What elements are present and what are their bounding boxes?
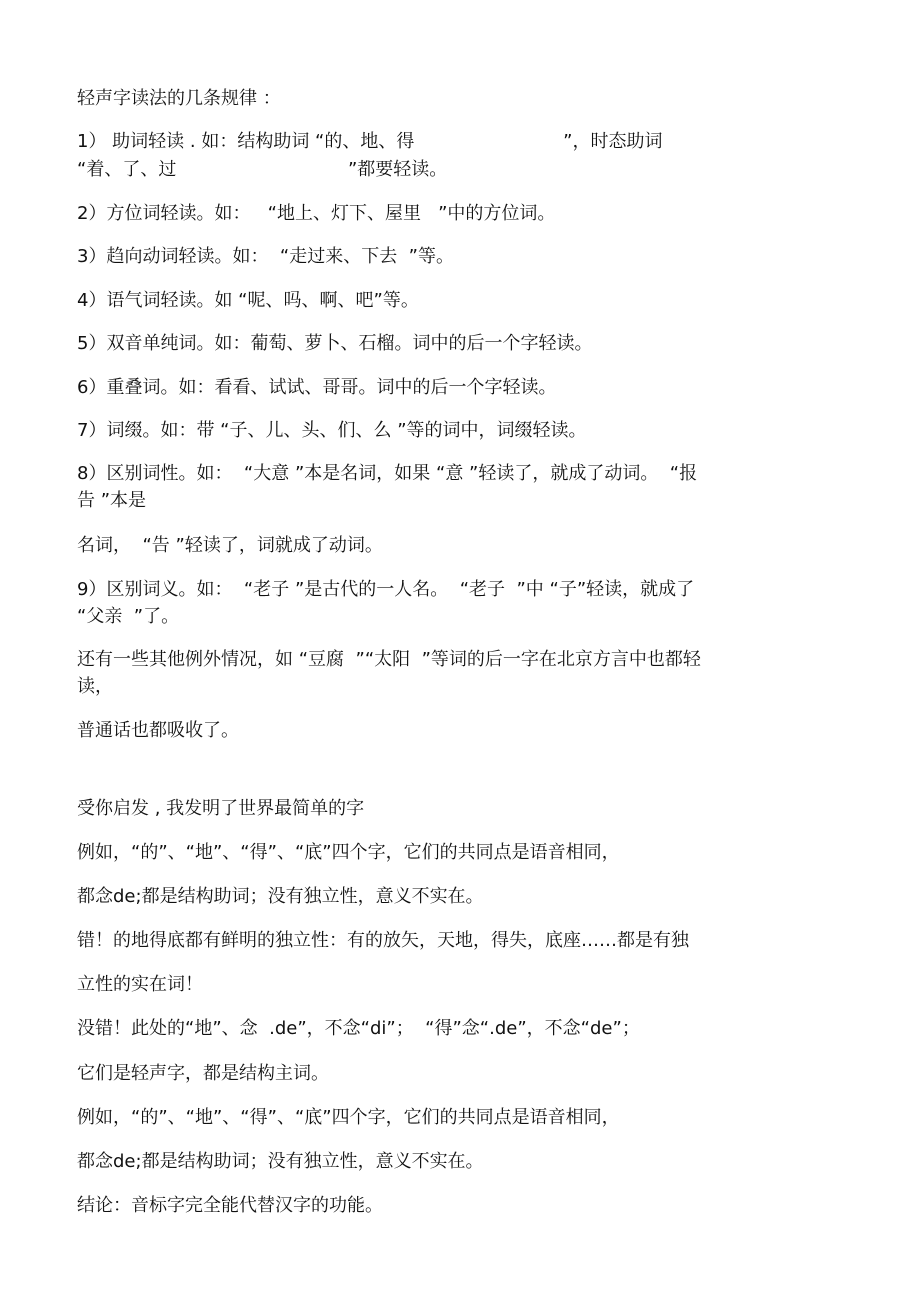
discussion-line-7: 它们是轻声字，都是结构主词。 — [77, 1063, 329, 1084]
discussion-line-8: 例如，“的”、“地”、“得”、“底”四个字，它们的共同点是语音相同， — [77, 1107, 620, 1128]
discussion-conclusion: 结论：音标字完全能代替汉字的功能。 — [77, 1195, 383, 1216]
rule-8-line-3: 名词， “告 ”轻读了，词就成了动词。 — [77, 535, 383, 556]
discussion-line-2: 例如，“的”、“地”、“得”、“底”四个字，它们的共同点是语音相同， — [77, 842, 620, 863]
discussion-line-4: 错！的地得底都有鲜明的独立性：有的放矢，天地，得失，底座……都是有独 — [77, 930, 689, 951]
rule-6: 6）重叠词。如：看看、试试、哥哥。词中的后一个字轻读。 — [77, 377, 557, 398]
rule-9-line-2: “父亲 ”了。 — [77, 606, 180, 627]
discussion-line-9: 都念de;都是结构助词；没有独立性，意义不实在。 — [77, 1151, 484, 1172]
rule-1-line-2: “着、了、过 ”都要轻读。 — [77, 159, 448, 180]
rule-5: 5）双音单纯词。如：葡萄、萝卜、石榴。词中的后一个字轻读。 — [77, 333, 593, 354]
exception-line-2: 读， — [77, 676, 113, 697]
discussion-line-5: 立性的实在词！ — [77, 974, 203, 995]
discussion-line-3: 都念de;都是结构助词；没有独立性，意义不实在。 — [77, 886, 484, 907]
exception-line-3: 普通话也都吸收了。 — [77, 720, 239, 741]
rule-9-line-1: 9）区别词义。如： “老子 ”是古代的一人名。 “老子 ”中 “子”轻读，就成了 — [77, 579, 695, 600]
document-title: 轻声字读法的几条规律 ： — [77, 88, 281, 109]
discussion-line-1: 受你启发 , 我发明了世界最简单的字 — [77, 798, 365, 819]
rule-3: 3）趋向动词轻读。如： “走过来、下去 ”等。 — [77, 246, 454, 267]
rule-1-line-1: 1） 助词轻读 . 如：结构助词 “的、地、得 ”，时态助词 — [77, 131, 663, 152]
rule-8-line-2: 告 ”本是 — [77, 490, 147, 511]
rule-2: 2）方位词轻读。如： “地上、灯下、屋里 ”中的方位词。 — [77, 203, 556, 224]
rule-7: 7）词缀。如：带 “子、儿、头、们、么 ”等的词中，词缀轻读。 — [77, 420, 587, 441]
discussion-line-6: 没错！此处的“地”、念 .de”，不念“di”； “得”念“.de”，不念“de”； — [77, 1018, 640, 1039]
exception-line-1: 还有一些其他例外情况，如 “豆腐 ”“太阳 ”等词的后一字在北京方言中也都轻 — [77, 649, 701, 670]
rule-4: 4）语气词轻读。如 “呢、吗、啊、吧”等。 — [77, 290, 419, 311]
rule-8-line-1: 8）区别词性。如： “大意 ”本是名词，如果 “意 ”轻读了，就成了动词。 “报 — [77, 463, 698, 484]
